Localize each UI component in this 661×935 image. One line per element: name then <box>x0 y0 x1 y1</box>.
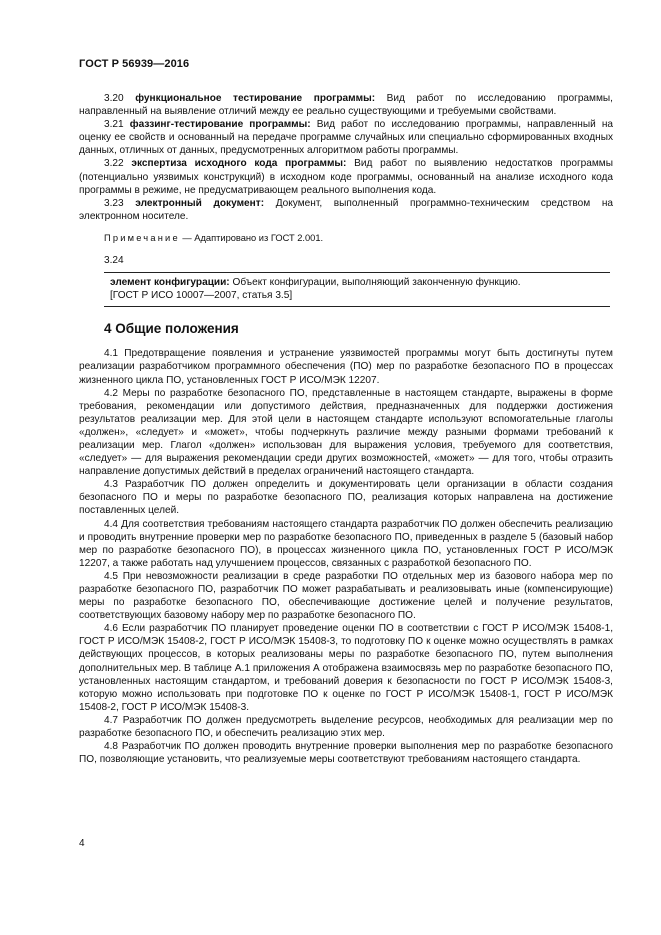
definition-text: Вид работ по исследованию программы, направленный на оценку ее свойств и основанный на передаче программе случайных или специально сформированных входных данных, отличных от данных, предусмотренных алгоритмом работы программы. <box>79 119 614 157</box>
definition-3-21 <box>79 118 613 157</box>
paragraph-4-8: 4.8 Разработчик ПО должен проводить внутренние проверки выполнения мер по разработке безопасного ПО, позволяющие установить, что реализуемые меры соответствуют требованиям настоящего стандарта. <box>79 741 613 766</box>
definition-source: [ГОСТ Р ИСО 10007—2007, статья 3.5] <box>110 290 293 302</box>
section-title: 4 Общие положения <box>104 321 239 337</box>
page-number: 4 <box>79 838 85 849</box>
definition-term: функциональное тестирование программы: <box>135 93 376 104</box>
paragraph-4-6: 4.6 Если разработчик ПО планирует проведение оценки ПО в соответствии с ГОСТ Р ИСО/МЭК 15408-1, ГОСТ Р ИСО/МЭК 15408-2, ГОСТ Р ИСО/МЭК 15408-3, то подготовку ПО к оценке можно осуществлять в рамках действующих процессов, в которых реализованы меры по разработке безопасного ПО, путем выполнения дополнительных мер. В таблице А.1 приложения А отображена взаимосвязь мер по разработке безопасного ПО, установленных настоящим стандартом, и требований доверия к безопасности по ГОСТ Р ИСО/МЭК 15408-3, которую можно использовать при подготовке ПО к оценке по ГОСТ Р ИСО/МЭК 15408-1, ГОСТ Р ИСО/МЭК 15408-2, ГОСТ Р ИСО/МЭК 15408-3. <box>79 623 613 713</box>
definition-number: 3.23 <box>104 197 124 209</box>
definition-term: элемент конфигурации: <box>110 277 230 289</box>
document-header: ГОСТ Р 56939—2016 <box>79 58 190 70</box>
definition-3-20 <box>79 92 613 118</box>
definition-text: Документ, выполненный программно-техническим средством на электронном носителе. <box>79 197 614 222</box>
definition-3-24-line <box>110 276 610 289</box>
definition-number: 3.22 <box>104 158 124 170</box>
definition-text: Вид работ по исследованию программы, направленный на выявление отличий между ее реально существующими и требуемыми свойствами. <box>79 93 613 118</box>
definition-3-24-number: 3.24 <box>104 255 124 267</box>
paragraph-4-5: 4.5 При невозможности реализации в среде разработки ПО отдельных мер из базового набора мер по разработке безопасного ПО, разработчик ПО может разрабатывать и реализовывать иные (компенсирующие) меры по разработке безопасного ПО, обеспечивающие достижение целей и получение результатов, соответствующих базовому набору мер по разработке безопасного ПО. <box>79 570 613 622</box>
note-label: Примечание <box>104 232 180 243</box>
paragraph-4-4: 4.4 Для соответствия требованиям настоящего стандарта разработчик ПО должен обеспечить реализацию и проводить внутренние проверки мер по разработке безопасного ПО, приведенных в разделе 5 (базовый набор мер по разработке безопасного ПО), в процессах жизненного цикла ПО, установленных ГОСТ Р ИСО/МЭК 12207, а также работать над улучшением процессов, связанных с разработкой безопасного ПО. <box>79 518 613 569</box>
definition-term: экспертиза исходного кода программы: <box>131 158 347 170</box>
paragraph-4-3: 4.3 Разработчик ПО должен определить и документировать цели организации в области создания безопасного ПО и меры по разработке безопасного ПО, реализация которых направлена на достижение поставленных целей. <box>79 479 613 517</box>
definition-term: фаззинг-тестирование программы: <box>129 119 311 131</box>
paragraph-4-7: 4.7 Разработчик ПО должен предусмотреть выделение ресурсов, необходимых для реализации мер по разработке безопасного ПО, и обеспечить реализацию этих мер. <box>79 714 613 740</box>
paragraph-4-1: 4.1 Предотвращение появления и устранение уязвимостей программы могут быть достигнуты путем реализации разработчиком программного обеспечения (ПО) мер по разработке безопасного ПО в процессах жизненного цикла ПО, установленных ГОСТ Р ИСО/МЭК 12207. <box>79 348 613 386</box>
page-content <box>79 92 613 766</box>
definition-term: электронный документ: <box>135 197 265 209</box>
note <box>79 232 613 245</box>
note-text: — Адаптировано из ГОСТ 2.001. <box>182 232 324 243</box>
definition-3-24-box <box>104 272 610 307</box>
definition-text: Вид работ по выявлению недостатков программы (потенциально уязвимых конструкций) в исходном коде программы, основанный на анализе исходного кода программы в режиме, не предусматривающем реального выполнения кода. <box>79 158 613 196</box>
definition-3-23 <box>79 197 613 223</box>
definition-number: 3.21 <box>104 119 124 131</box>
definition-number: 3.20 <box>104 93 124 104</box>
paragraph-4-2: 4.2 Меры по разработке безопасного ПО, представленные в настоящем стандарте, выражены в форме требования, рекомендации или допустимого действия, предназначенных для поддержки достижения результатов реализации мер. Для этой цели в настоящем стандарте используют вспомогательные глаголы «должен», «следует» и «может», чтобы подчеркнуть различие между разными формами требований к реализации мер. Глагол «должен» использован для выражения условия, требуемого для соответствия, «следует» — для выражения рекомендации среди других возможностей, «может» — для того, чтобы отразить направление допустимых действий в пределах ограничений настоящего стандарта. <box>79 387 613 478</box>
definition-3-22 <box>79 157 613 196</box>
definition-text: Объект конфигурации, выполняющий законченную функцию. <box>232 277 521 289</box>
